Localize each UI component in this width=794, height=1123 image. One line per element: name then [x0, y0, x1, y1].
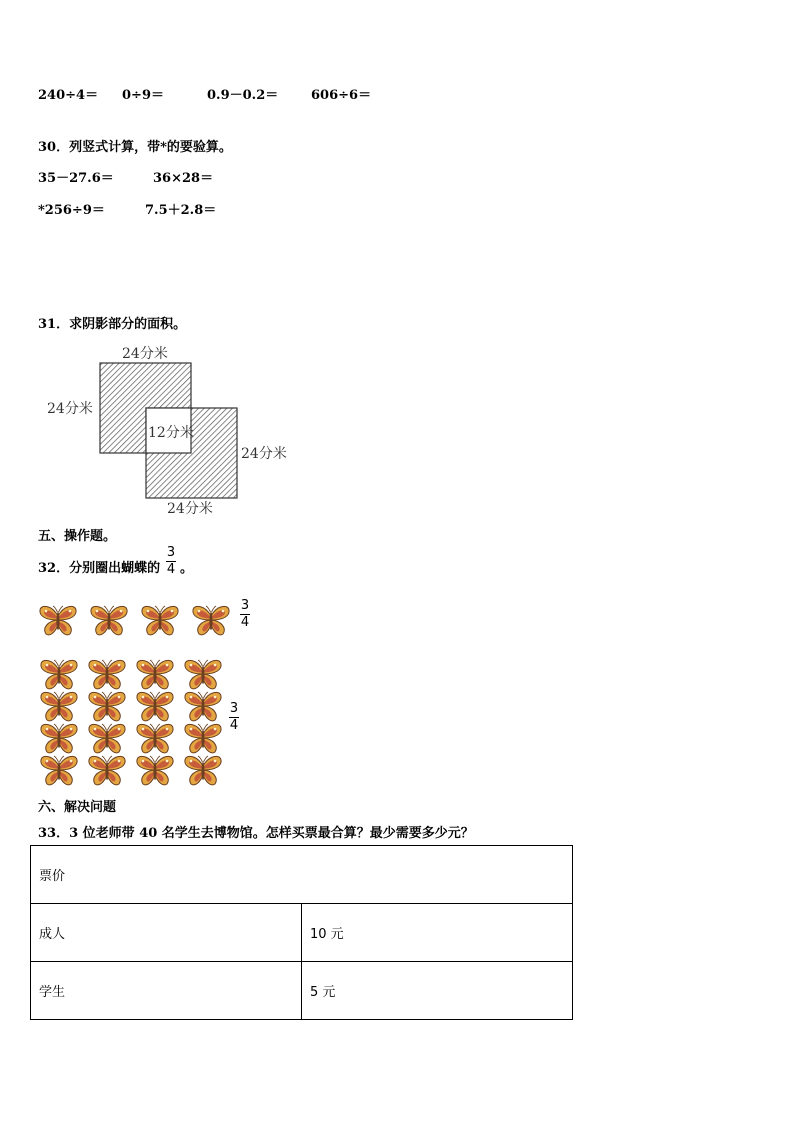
butterfly-icon — [39, 688, 79, 724]
expr-240-div-4: 240÷4＝ — [38, 88, 99, 103]
row-price-student: 5 元 — [302, 962, 573, 1020]
butterfly-icon — [183, 656, 223, 692]
group2-fraction — [229, 702, 239, 733]
butterfly-icon — [39, 752, 79, 788]
ticket-price-table — [30, 845, 573, 1020]
butterfly-icon — [87, 656, 127, 692]
table-row — [31, 962, 573, 1020]
butterfly-icon — [87, 688, 127, 724]
expr-606-div-6: 606÷6＝ — [311, 88, 372, 103]
q30-expr-1: 35－27.6＝ — [38, 171, 114, 186]
shaded-area-figure — [40, 340, 300, 524]
butterfly-icon — [38, 602, 78, 638]
table-header-cell: 票价 — [31, 846, 573, 904]
butterfly-icon — [135, 688, 175, 724]
butterfly-icon — [191, 602, 231, 638]
fraction-numerator: 3 — [166, 545, 176, 560]
q32-title-fraction — [166, 546, 176, 577]
group1-fraction — [240, 599, 250, 630]
q30-title: 30．列竖式计算，带*的要验算。 — [38, 140, 232, 155]
table-row — [31, 846, 573, 904]
q33-title: 33．3 位老师带 40 名学生去博物馆。怎样买票最合算？最少需要多少元？ — [38, 826, 474, 841]
butterfly-icon — [183, 720, 223, 756]
fraction-denominator: 4 — [229, 718, 239, 733]
label-right: 24分米 — [241, 446, 287, 462]
row-label-adult: 成人 — [31, 904, 302, 962]
row-price-adult: 10 元 — [302, 904, 573, 962]
label-bottom: 24分米 — [167, 501, 213, 517]
q31-title: 31．求阴影部分的面积。 — [38, 317, 187, 332]
section-6-heading: 六、解决问题 — [38, 800, 117, 815]
butterfly-icon — [140, 602, 180, 638]
label-center: 12分米 — [148, 425, 194, 441]
q32-title: 32．分别圈出蝴蝶的 — [38, 561, 161, 576]
expr-0.9-minus-0.2: 0.9－0.2＝ — [207, 88, 279, 103]
label-left: 24分米 — [47, 401, 93, 417]
butterfly-icon — [135, 752, 175, 788]
butterfly-icon — [135, 720, 175, 756]
fraction-denominator: 4 — [166, 562, 176, 577]
expr-0-div-9: 0÷9＝ — [122, 88, 164, 103]
q30-expr-4: 7.5＋2.8＝ — [145, 203, 217, 218]
butterfly-icon — [89, 602, 129, 638]
q32-period: 。 — [180, 561, 194, 576]
butterfly-icon — [135, 656, 175, 692]
butterfly-icon — [87, 720, 127, 756]
fraction-numerator: 3 — [229, 701, 239, 716]
row-label-student: 学生 — [31, 962, 302, 1020]
butterfly-icon — [39, 720, 79, 756]
butterfly-icon — [87, 752, 127, 788]
section-5-heading: 五、操作题。 — [38, 529, 117, 544]
butterfly-icon — [183, 752, 223, 788]
table-row — [31, 904, 573, 962]
q30-expr-2: 36×28＝ — [153, 171, 214, 186]
label-top: 24分米 — [122, 346, 168, 362]
butterfly-icon — [183, 688, 223, 724]
fraction-numerator: 3 — [240, 598, 250, 613]
q30-expr-3: *256÷9＝ — [38, 203, 105, 218]
fraction-denominator: 4 — [240, 615, 250, 630]
butterfly-icon — [39, 656, 79, 692]
